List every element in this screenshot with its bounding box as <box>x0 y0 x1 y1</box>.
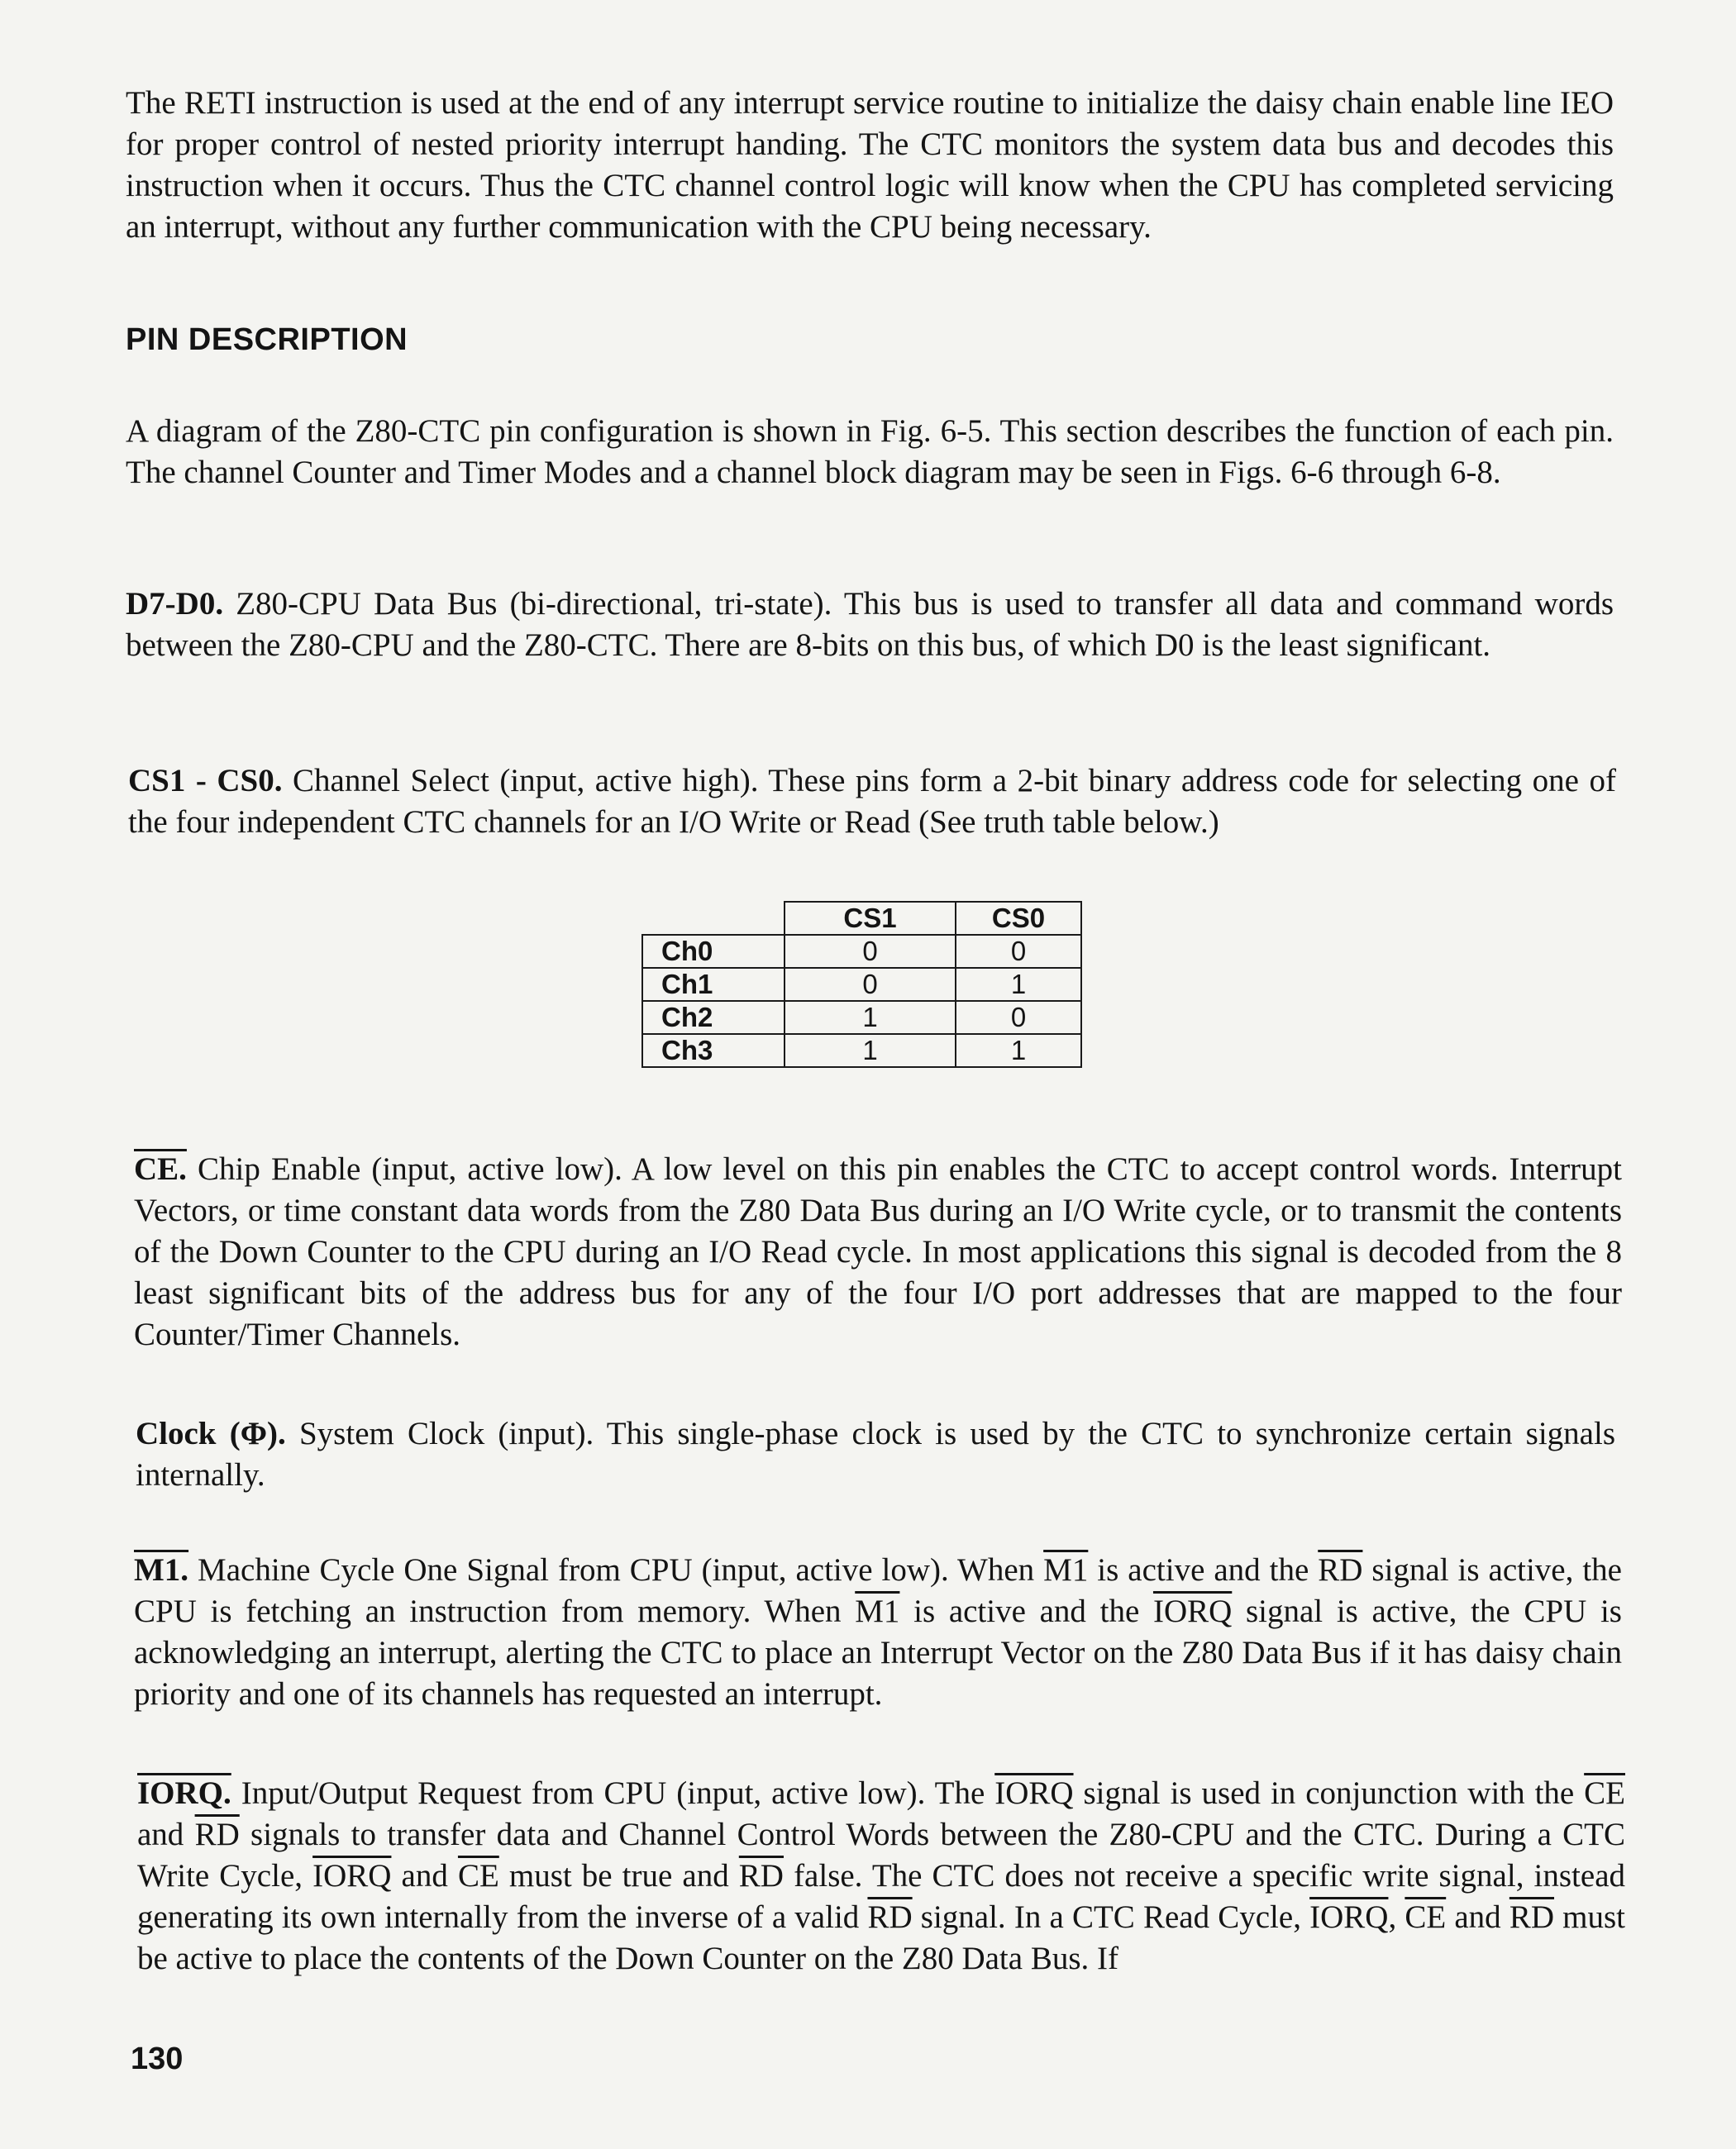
truth-table-cell-cs0: 0 <box>956 1001 1081 1034</box>
iorq-text: and <box>137 1817 195 1852</box>
truth-table-header-cs1: CS1 <box>785 902 956 935</box>
m1-text: signal is active, the CPU is acknowledging an interrupt, alerting the CTC to place an Interrupt Vector on the Z80 Data Bus if it has daisy chain priority and one of its channels has requested an interrupt. <box>134 1594 1622 1712</box>
m1-text: Machine Cycle One Signal from CPU (input, active low). When <box>188 1552 1044 1588</box>
iorq-signal: IORQ <box>1152 1594 1233 1629</box>
iorq-text: must be active to place the contents of the Down Counter on the Z80 Data Bus. If <box>137 1899 1626 1976</box>
rd-signal: $\overline{RD}$ <box>1509 1899 1555 1935</box>
cs1-cs0-text: Channel Select (input, active high). These pins form a 2-bit binary address code for selecting one of the four independent CTC channels for an I/O Write or Read (See truth table below.) <box>128 763 1616 840</box>
m1-term: M1. <box>134 1552 189 1588</box>
reti-paragraph: The RETI instruction is used at the end of any interrupt service routine to initialize the daisy chain enable line IEO for proper control of nested priority interrupt handing. The CTC monitors the system data bus and decodes this instruction when it occurs. Thus the CTC channel control logic will know when the CPU has completed servicing an interrupt, without any further communication with the CPU being necessary. <box>126 85 1614 245</box>
m1-signal: M1 <box>1043 1552 1089 1588</box>
iorq-text: signals to transfer data and Channel Control Words between the Z80-CPU and the CTC. During a CTC Write Cycle, <box>137 1817 1625 1894</box>
ce-paragraph <box>134 1149 1622 1356</box>
iorq-text: , <box>1388 1899 1405 1935</box>
m1-paragraph <box>134 1550 1622 1715</box>
ce-signal: $\overline{CE}$ <box>1405 1899 1447 1935</box>
clock-term: Clock (Φ). <box>136 1416 286 1451</box>
d7-d0-text: Z80-CPU Data Bus (bi-directional, tri-state). This bus is used to transfer all data and command words between the Z80-CPU and the Z80-CTC. There are 8-bits on this bus, of which D0 is the least significant. <box>126 586 1614 663</box>
ce-text: Chip Enable (input, active low). A low level on this pin enables the CTC to accept control words. Interrupt Vectors, or time constant data words from the Z80 Data Bus during an I/O Write cycle, or to transmit the contents of the Down Counter to the CPU during an I/O Read cycle. In most applications this signal is decoded from the 8 least significant bits of the address bus for any of the four I/O port addresses that are mapped to the four Counter/Timer Channels. <box>134 1151 1622 1352</box>
truth-table-row <box>642 1034 1081 1067</box>
m1-signal: M1 <box>855 1594 900 1629</box>
d7-d0-term: D7-D0. <box>126 586 224 622</box>
truth-table-cell-cs1: 0 <box>785 968 956 1001</box>
truth-table-cell-cs1: 1 <box>785 1001 956 1034</box>
truth-table-row <box>642 935 1081 968</box>
iorq-text: false. The CTC does not receive a specific write signal, instead generating its own internally from the inverse of a valid <box>137 1858 1626 1935</box>
d7-d0-paragraph <box>126 584 1614 666</box>
page-number: 130 <box>131 2042 184 2076</box>
rd-signal: $\overline{RD}$ <box>1318 1552 1363 1588</box>
ce-signal: $\overline{CE}$ <box>457 1858 499 1894</box>
iorq-text: signal is used in conjunction with the <box>1073 1775 1585 1811</box>
truth-table-row <box>642 1001 1081 1034</box>
truth-table-cell-cs1: 1 <box>785 1034 956 1067</box>
pin-diagram-paragraph: A diagram of the Z80-CTC pin configuration is shown in Fig. 6-5. This section describes the function of each pin. The channel Counter and Timer Modes and a channel block diagram may be seen in Figs. 6-6 through 6-8. <box>126 413 1614 490</box>
iorq-signal: IORQ <box>1309 1899 1389 1935</box>
iorq-term: IORQ. <box>137 1775 231 1811</box>
pin-description-heading: PIN DESCRIPTION <box>126 322 408 357</box>
truth-table-corner <box>642 902 785 935</box>
truth-table-cell-cs1: 0 <box>785 935 956 968</box>
truth-table-row-label: Ch3 <box>642 1034 785 1067</box>
m1-text: is active and the <box>1088 1552 1319 1588</box>
iorq-paragraph <box>137 1773 1625 1980</box>
ce-signal: $\overline{CE}$ <box>1584 1775 1625 1811</box>
iorq-signal: IORQ <box>994 1775 1074 1811</box>
truth-table-row <box>642 968 1081 1001</box>
iorq-text: signal. In a CTC Read Cycle, <box>912 1899 1310 1935</box>
rd-signal: $\overline{RD}$ <box>194 1817 240 1852</box>
iorq-text: and <box>1446 1899 1509 1935</box>
cs1-cs0-term: CS1 - CS0. <box>128 763 283 798</box>
cs1-cs0-paragraph <box>128 760 1616 843</box>
iorq-text: Input/Output Request from CPU (input, active low). The <box>231 1775 995 1811</box>
m1-text: signal is active, the CPU is fetching an instruction from memory. When <box>134 1552 1622 1629</box>
truth-table-row-label: Ch1 <box>642 968 785 1001</box>
m1-text: is active and the <box>899 1594 1153 1629</box>
truth-table-cell-cs0: 0 <box>956 935 1081 968</box>
rd-signal: $\overline{RD}$ <box>738 1858 784 1894</box>
channel-select-truth-table <box>641 901 1082 1068</box>
rd-signal: $\overline{RD}$ <box>867 1899 913 1935</box>
iorq-text: and <box>391 1858 458 1894</box>
truth-table-header-row <box>642 902 1081 935</box>
clock-paragraph <box>136 1413 1615 1496</box>
truth-table-row-label: Ch0 <box>642 935 785 968</box>
truth-table-header-cs0: CS0 <box>956 902 1081 935</box>
iorq-signal: IORQ <box>312 1858 392 1894</box>
truth-table-cell-cs0: 1 <box>956 968 1081 1001</box>
clock-text: System Clock (input). This single-phase clock is used by the CTC to synchronize certain signals internally. <box>136 1416 1616 1493</box>
truth-table-row-label: Ch2 <box>642 1001 785 1034</box>
iorq-text: must be true and <box>498 1858 739 1894</box>
truth-table-cell-cs0: 1 <box>956 1034 1081 1067</box>
ce-term: CE. <box>134 1151 187 1187</box>
